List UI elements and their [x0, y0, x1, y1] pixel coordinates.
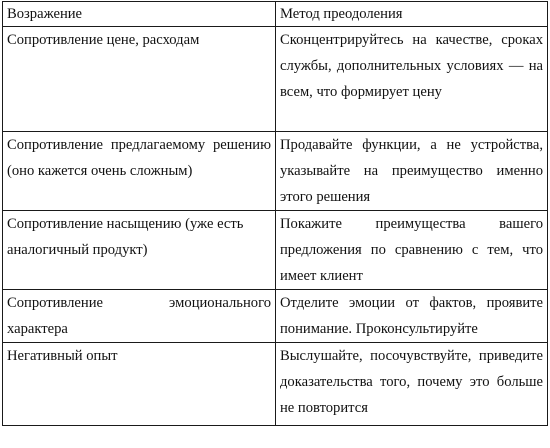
table-row — [3, 343, 548, 426]
method-cell — [276, 27, 548, 132]
method-cell — [276, 211, 548, 290]
method-text: Отделите эмоции от фактов, проявите понимание. Проконсультируйте — [280, 295, 543, 337]
objection-cell — [3, 343, 276, 426]
table-header-row — [3, 2, 548, 27]
table-row — [3, 211, 548, 290]
method-cell — [276, 343, 548, 426]
objection-cell — [3, 132, 276, 211]
method-cell — [276, 290, 548, 343]
objection-text: Сопротивление цене, расходам — [7, 32, 200, 48]
method-text: Выслушайте, посочувствуйте, приведите доказательства того, почему это больше не повторится — [280, 348, 543, 416]
table-row — [3, 132, 548, 211]
table-row — [3, 290, 548, 343]
objection-cell — [3, 211, 276, 290]
objection-cell — [3, 290, 276, 343]
objection-text: Сопротивление предлагаемому решению (оно кажется очень сложным) — [7, 137, 271, 179]
objection-text: Сопротивление эмоционального характера — [7, 295, 271, 337]
header-objection: Возражение — [3, 2, 276, 27]
table-row — [3, 27, 548, 132]
objection-cell — [3, 27, 276, 132]
method-text: Покажите преимущества вашего предложения по сравнению с тем, что имеет клиент — [280, 216, 543, 284]
objections-table — [2, 1, 548, 426]
header-method: Метод преодоления — [276, 2, 548, 27]
method-text: Продавайте функции, а не устройства, указывайте на преимущество именно этого решения — [280, 137, 543, 205]
objection-text: Негативный опыт — [7, 348, 118, 364]
method-text: Сконцентрируйтесь на качестве, сроках службы, дополнительных условиях — на всем, что формирует цену — [280, 32, 543, 100]
objection-text: Сопротивление насыщению (уже есть аналогичный продукт) — [7, 216, 244, 258]
method-cell — [276, 132, 548, 211]
